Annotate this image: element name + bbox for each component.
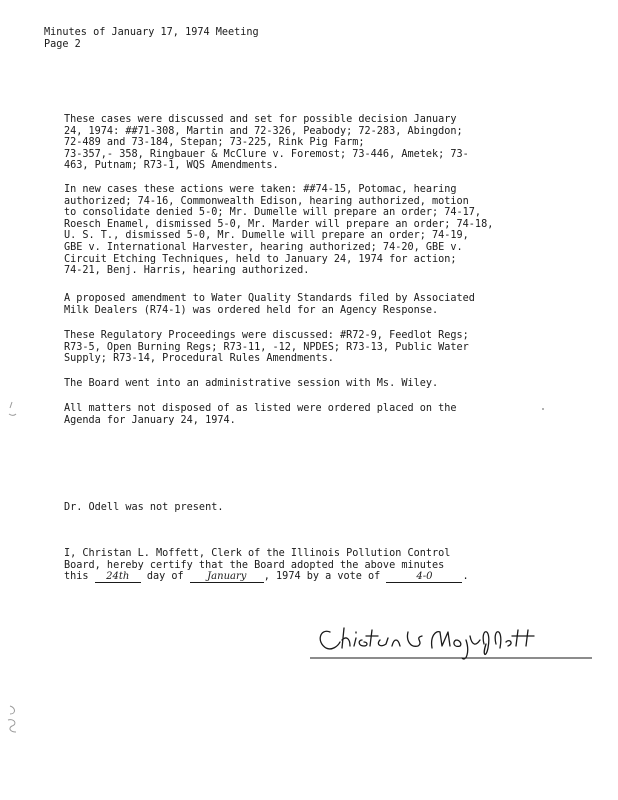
decision-cases-paragraph xyxy=(64,114,564,172)
month-field: January xyxy=(190,572,264,583)
text-line: authorized; 74-16, Commonwealth Edison, hearing authorized, motion xyxy=(64,195,469,207)
text-fragment: this xyxy=(64,571,89,583)
text-fragment: . xyxy=(462,571,469,583)
text-line: These Regulatory Proceedings were discussed: #R72-9, Feedlot Regs; xyxy=(64,330,469,341)
text-line: 463, Putnam; R73-1, WQS Amendments. xyxy=(64,160,279,172)
text-line: GBE v. International Harvester, hearing authorized; 74-20, GBE v. xyxy=(64,241,463,253)
text-line: In new cases these actions were taken: ##74-15, Potomac, hearing xyxy=(64,184,457,195)
text-line: 73-357,- 358, Ringbauer & McClure v. Foremost; 73-446, Ametek; 73- xyxy=(64,148,469,160)
text-fragment: day of xyxy=(146,571,184,583)
page-number: Page 2 xyxy=(44,38,81,50)
text-line: Board, hereby certify that the Board adopted the above minutes xyxy=(64,559,445,571)
text-line: I, Christan L. Moffett, Clerk of the Illinois Pollution Control xyxy=(64,548,451,559)
text-line: 74-21, Benj. Harris, hearing authorized. xyxy=(64,265,310,277)
certification-fill-line xyxy=(64,571,564,583)
text-line: U. S. T., dismissed 5-0, Mr. Dumelle will prepare an order; 74-19, xyxy=(64,230,469,242)
text-line: All matters not disposed of as listed were ordered placed on the xyxy=(64,403,457,414)
text-fragment: , 1974 by a vote of xyxy=(263,571,381,583)
admin-session-paragraph xyxy=(64,378,564,390)
text-line: Dr. Odell was not present. xyxy=(64,502,224,513)
text-line: The Board went into an administrative session with Ms. Wiley. xyxy=(64,378,439,389)
text-line: 72-489 and 73-184, Stepan; 73-225, Rink Pig Farm; xyxy=(64,137,365,149)
clerk-signature xyxy=(310,618,592,666)
vote-field: 4-0 xyxy=(386,572,462,583)
text-line: 24, 1974: ##71-308, Martin and 72-326, Peabody; 72-283, Abingdon; xyxy=(64,125,463,137)
text-line: Roesch Enamel, dismissed 5-0, Mr. Marder will prepare an order; 74-18, xyxy=(64,218,494,230)
page-header xyxy=(44,27,259,50)
text-line: A proposed amendment to Water Quality Standards filed by Associated xyxy=(64,293,475,304)
text-line: These cases were discussed and set for possible decision January xyxy=(64,114,457,125)
scan-artifact xyxy=(540,404,546,416)
absent-note xyxy=(64,502,564,514)
agenda-paragraph xyxy=(64,403,564,426)
scan-artifact xyxy=(6,702,22,742)
minutes-title: Minutes of January 17, 1974 Meeting xyxy=(44,27,259,38)
amendment-paragraph xyxy=(64,293,564,316)
text-line: R73-5, Open Burning Regs; R73-11, -12, NPDES; R73-13, Public Water xyxy=(64,341,469,353)
regulatory-paragraph xyxy=(64,330,564,365)
text-line: Milk Dealers (R74-1) was ordered held for an Agency Response. xyxy=(64,304,439,316)
signature-scribble xyxy=(310,618,592,666)
new-cases-paragraph xyxy=(64,184,564,277)
certification-paragraph xyxy=(64,548,564,583)
text-line: Circuit Etching Techniques, held to January 24, 1974 for action; xyxy=(64,253,457,265)
day-field: 24th xyxy=(95,572,141,583)
scan-artifact xyxy=(6,400,18,428)
text-line: to consolidate denied 5-0; Mr. Dumelle will prepare an order; 74-17, xyxy=(64,207,482,219)
text-line: Supply; R73-14, Procedural Rules Amendments. xyxy=(64,353,334,365)
text-line: Agenda for January 24, 1974. xyxy=(64,414,236,426)
